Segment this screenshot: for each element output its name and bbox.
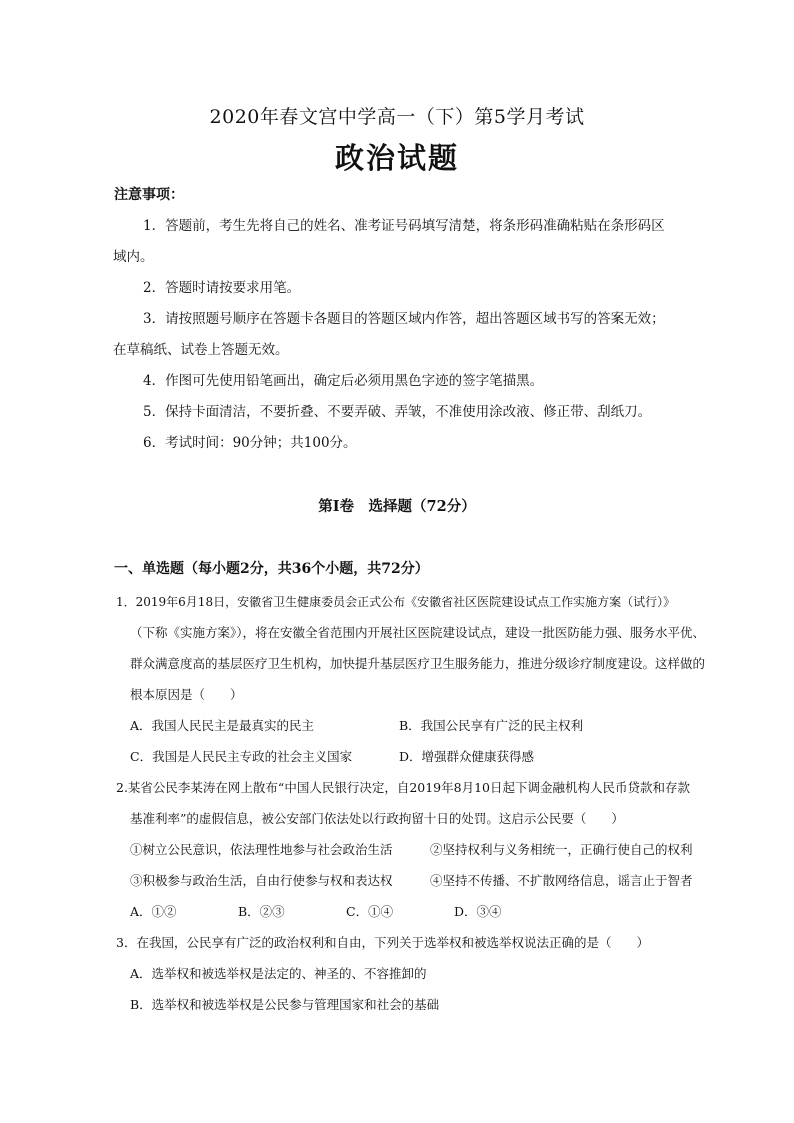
question-1-option-b: B．我国公民享有广泛的民主权利: [399, 718, 584, 733]
question-2-option-b: B．②③: [238, 904, 285, 919]
question-2-statement-4: ④坚持不传播、不扩散网络信息，谣言止于智者: [430, 873, 693, 888]
notes-heading: 注意事项：: [114, 187, 184, 203]
note-line: 1．答题前，考生先将自己的姓名、准考证号码填写清楚，将条形码准确粘贴在条形码区: [143, 218, 665, 234]
note-line: 5．保持卡面清洁，不要折叠、不要弄破、弄皱，不准使用涂改液、修正带、刮纸刀。: [143, 404, 652, 420]
question-3-option-b: B．选举权和被选举权是公民参与管理国家和社会的基础: [130, 997, 440, 1012]
question-2-statement-1: ①树立公民意识，依法理性地参与社会政治生活: [130, 842, 393, 857]
note-line: 域内。: [113, 249, 154, 265]
note-line: 2．答题时请按要求用笔。: [143, 280, 301, 296]
subject-title: 政治试题: [334, 141, 459, 175]
question-2-statement-3: ③积极参与政治生活，自由行使参与权和表达权: [130, 873, 393, 888]
question-2-statement-2: ②坚持权利与义务相统一，正确行使自己的权利: [430, 842, 693, 857]
note-line: 4．作图可先使用铅笔画出，确定后必须用黑色字迹的签字笔描黑。: [143, 373, 544, 389]
note-line: 6．考试时间：90分钟；共100分。: [143, 435, 357, 451]
question-1-line: （下称《实施方案》），将在安徽全省范围内开展社区医院建设试点，建设一批医防能力强、服务水平优、: [130, 625, 706, 640]
question-1-line: 根本原因是（ ）: [130, 687, 243, 702]
question-1-option-d: D．增强群众健康获得感: [399, 749, 535, 764]
question-3-line: 3．在我国，公民享有广泛的政治权利和自由，下列关于选举权和被选举权说法正确的是（ ）: [116, 935, 649, 950]
note-line: 3．请按照题号顺序在答题卡各题目的答题区域内作答，超出答题区域书写的答案无效；: [143, 311, 665, 327]
exam-title: 2020年春文宫中学高一（下）第5学月考试: [209, 106, 585, 128]
section-title: 第Ⅰ卷 选择题（72分）: [318, 498, 476, 515]
question-2-line: 2.某省公民李某涛在网上散布“中国人民银行决定，自2019年8月10日起下调金融机构人民币贷款和存款: [116, 780, 690, 795]
question-1-line: 1．2019年6月18日，安徽省卫生健康委员会正式公布《安徽省社区医院建设试点工作实施方案（试行）》: [116, 595, 676, 609]
question-2-option-d: D．③④: [454, 904, 502, 919]
question-1-line: 群众满意度高的基层医疗卫生机构，加快提升基层医疗卫生服务能力，推进分级诊疗制度建设。这样做的: [130, 656, 706, 671]
note-line: 在草稿纸、试卷上答题无效。: [113, 342, 289, 358]
question-2-option-a: A．①②: [130, 904, 177, 919]
question-1-option-a: A．我国人民民主是最真实的民主: [130, 718, 315, 733]
question-2-line: 基准利率”的虚假信息，被公安部门依法处以行政拘留十日的处罚。这启示公民要（ ）: [130, 811, 624, 826]
question-2-option-c: C．①④: [346, 904, 394, 919]
question-3-option-a: A．选举权和被选举权是法定的、神圣的、不容推卸的: [130, 966, 427, 981]
question-1-option-c: C．我国是人民民主专政的社会主义国家: [130, 749, 353, 764]
part-title: 一、单选题（每小题2分，共36个小题，共72分）: [114, 561, 429, 577]
